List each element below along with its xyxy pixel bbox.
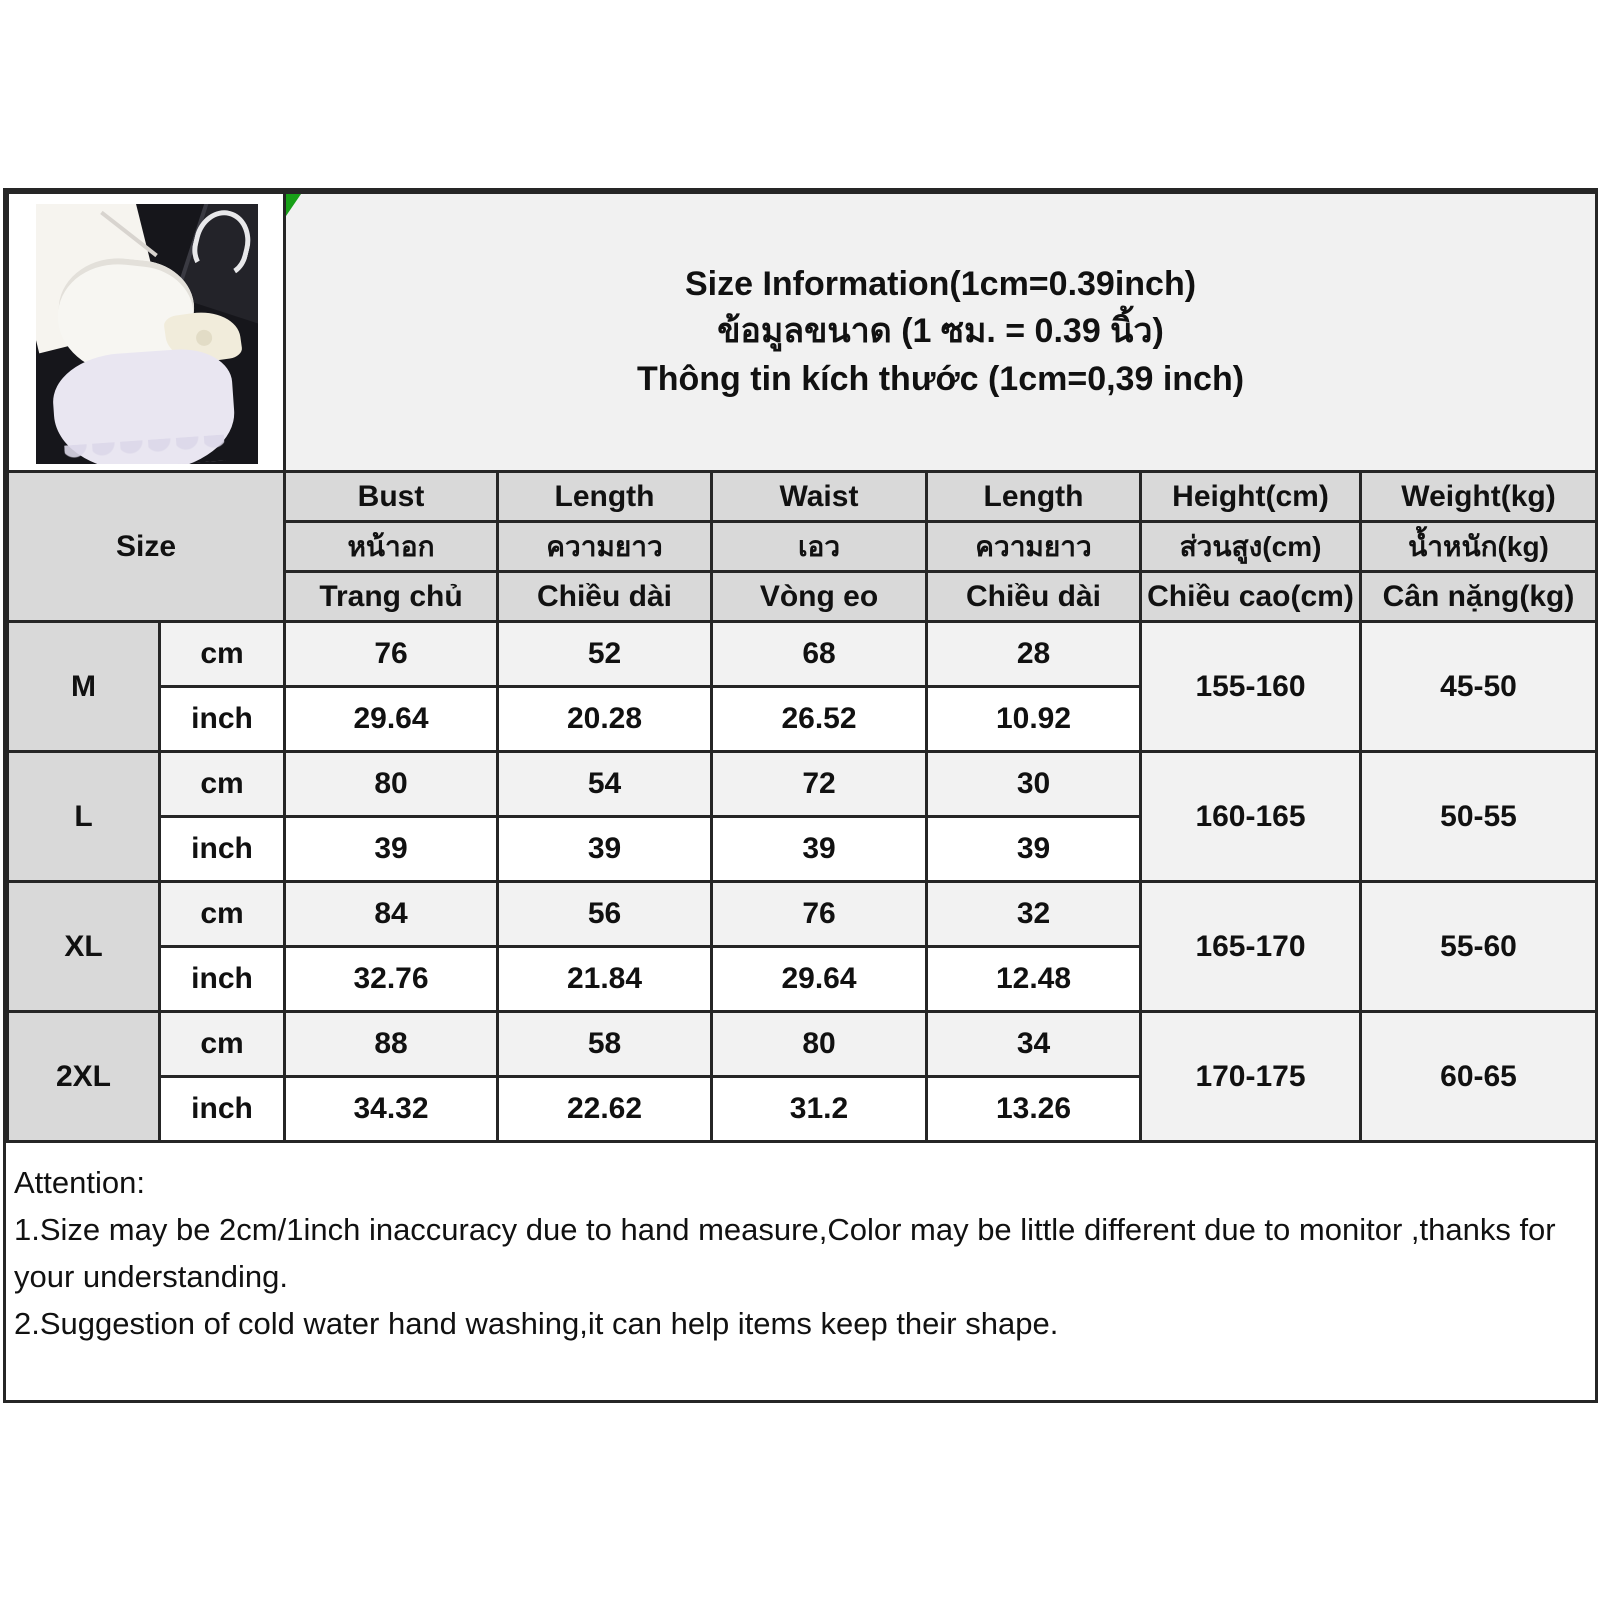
cell-xl-cm-bust: 84 (285, 882, 498, 947)
cell-l-inch-bust: 39 (285, 817, 498, 882)
col-header-bust-en: Bust (285, 472, 498, 522)
cell-xl-inch-length2: 12.48 (927, 947, 1141, 1012)
unit-label: inch (160, 687, 285, 752)
cell-xl-inch-waist: 29.64 (712, 947, 927, 1012)
cell-xl-weight: 55-60 (1361, 882, 1597, 1012)
table-row (8, 1012, 1597, 1077)
photo-shorts-shape (50, 346, 238, 464)
col-header-height-en: Height(cm) (1141, 472, 1361, 522)
cell-l-cm-waist: 72 (712, 752, 927, 817)
col-header-length-en: Length (498, 472, 712, 522)
cell-l-cm-length: 54 (498, 752, 712, 817)
cell-2xl-inch-waist: 31.2 (712, 1077, 927, 1142)
table-row (8, 622, 1597, 687)
size-chart-sheet (3, 188, 1598, 1403)
col-header-height-vi: Chiều cao(cm) (1141, 572, 1361, 622)
attention-heading: Attention: (14, 1165, 145, 1200)
col-header-length2-th: ความยาว (927, 522, 1141, 572)
cell-m-weight: 45-50 (1361, 622, 1597, 752)
cell-xl-height: 165-170 (1141, 882, 1361, 1012)
cell-l-weight: 50-55 (1361, 752, 1597, 882)
col-header-waist-th: เอว (712, 522, 927, 572)
size-table (6, 191, 1598, 1143)
size-info-title (286, 194, 1595, 470)
col-header-bust-vi: Trang chủ (285, 572, 498, 622)
table-row (8, 882, 1597, 947)
cell-xl-inch-bust: 32.76 (285, 947, 498, 1012)
col-header-height-th: ส่วนสูง(cm) (1141, 522, 1361, 572)
cell-l-height: 160-165 (1141, 752, 1361, 882)
cell-m-cm-length: 52 (498, 622, 712, 687)
cell-2xl-inch-length2: 13.26 (927, 1077, 1141, 1142)
attention-section (6, 1143, 1595, 1347)
cell-xl-inch-length: 21.84 (498, 947, 712, 1012)
cell-m-inch-waist: 26.52 (712, 687, 927, 752)
size-label-l: L (8, 752, 160, 882)
cell-l-inch-length2: 39 (927, 817, 1141, 882)
cell-xl-cm-length2: 32 (927, 882, 1141, 947)
product-photo (36, 204, 258, 464)
cell-m-cm-waist: 68 (712, 622, 927, 687)
cell-xl-cm-length: 56 (498, 882, 712, 947)
cell-2xl-height: 170-175 (1141, 1012, 1361, 1142)
unit-label: inch (160, 817, 285, 882)
attention-note-2: 2.Suggestion of cold water hand washing,it can help items keep their shape. (14, 1306, 1059, 1341)
unit-label: inch (160, 947, 285, 1012)
cell-m-inch-length: 20.28 (498, 687, 712, 752)
cell-l-inch-length: 39 (498, 817, 712, 882)
col-header-bust-th: หน้าอก (285, 522, 498, 572)
col-header-waist-en: Waist (712, 472, 927, 522)
unit-label: cm (160, 752, 285, 817)
col-header-waist-vi: Vòng eo (712, 572, 927, 622)
green-corner-marker-icon (286, 194, 301, 216)
size-label-m: M (8, 622, 160, 752)
col-header-length2-en: Length (927, 472, 1141, 522)
cell-2xl-cm-bust: 88 (285, 1012, 498, 1077)
cell-l-cm-length2: 30 (927, 752, 1141, 817)
col-header-weight-vi: Cân nặng(kg) (1361, 572, 1597, 622)
cell-2xl-inch-length: 22.62 (498, 1077, 712, 1142)
col-header-weight-en: Weight(kg) (1361, 472, 1597, 522)
col-header-length2-vi: Chiều dài (927, 572, 1141, 622)
unit-label: cm (160, 882, 285, 947)
cell-m-inch-bust: 29.64 (285, 687, 498, 752)
header-row-en (8, 472, 1597, 522)
unit-label: inch (160, 1077, 285, 1142)
col-header-weight-th: น้ำหนัก(kg) (1361, 522, 1597, 572)
title-line-vi: Thông tin kích thước (1cm=0,39 inch) (636, 359, 1245, 398)
cell-m-height: 155-160 (1141, 622, 1361, 752)
cell-2xl-cm-length: 58 (498, 1012, 712, 1077)
cell-m-inch-length2: 10.92 (927, 687, 1141, 752)
photo-title-row (8, 193, 1597, 472)
title-line-en: Size Information(1cm=0.39inch) (684, 264, 1197, 303)
cell-2xl-cm-waist: 80 (712, 1012, 927, 1077)
cell-m-cm-bust: 76 (285, 622, 498, 687)
size-label-2xl: 2XL (8, 1012, 160, 1142)
table-row (8, 752, 1597, 817)
title-line-th: ข้อมูลขนาด (1 ซม. = 0.39 นิ้ว) (717, 312, 1164, 351)
col-header-length-vi: Chiều dài (498, 572, 712, 622)
size-header-cell: Size (8, 472, 285, 622)
cell-2xl-cm-length2: 34 (927, 1012, 1141, 1077)
unit-label: cm (160, 622, 285, 687)
unit-label: cm (160, 1012, 285, 1077)
cell-m-cm-length2: 28 (927, 622, 1141, 687)
title-cell (285, 193, 1597, 472)
col-header-length-th: ความยาว (498, 522, 712, 572)
size-label-xl: XL (8, 882, 160, 1012)
cell-xl-cm-waist: 76 (712, 882, 927, 947)
cell-l-inch-waist: 39 (712, 817, 927, 882)
cell-l-cm-bust: 80 (285, 752, 498, 817)
attention-note-1: 1.Size may be 2cm/1inch inaccuracy due to hand measure,Color may be little different due to monitor ,thanks for your understanding. (14, 1212, 1556, 1294)
photo-cell (8, 193, 285, 472)
cell-2xl-weight: 60-65 (1361, 1012, 1597, 1142)
cell-2xl-inch-bust: 34.32 (285, 1077, 498, 1142)
